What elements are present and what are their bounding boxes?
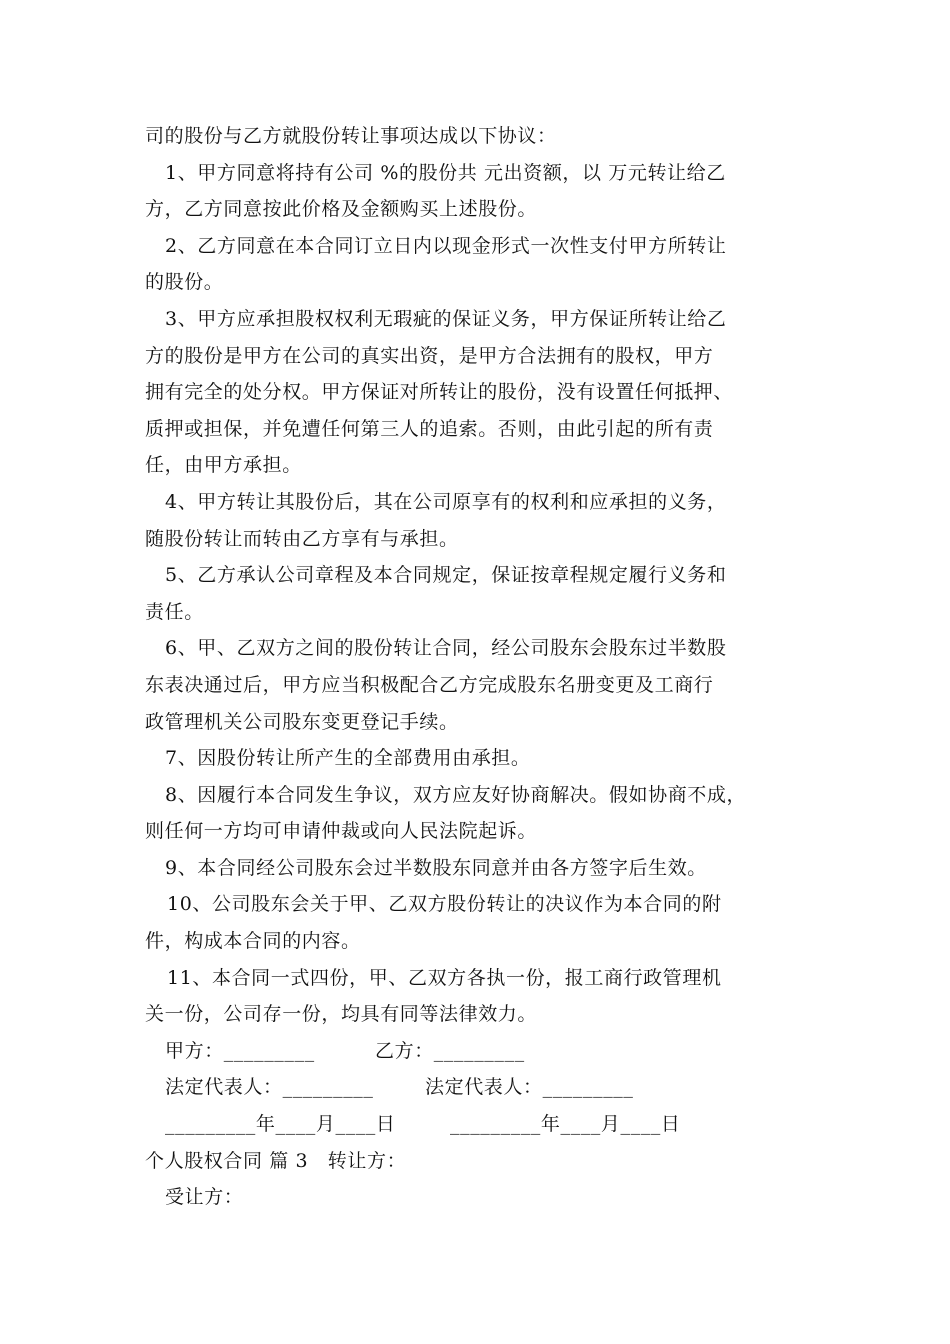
representative-row <box>145 1069 810 1106</box>
clause-6-line: 6、甲、乙双方之间的股份转让合同，经公司股东会股东过半数股 <box>165 637 727 660</box>
clause-4-line: 4、甲方转让其股份后，其在公司原享有的权利和应承担的义务， <box>165 490 727 513</box>
clause-11-line: 11、本合同一式四份，甲、乙双方各执一份，报工商行政管理机 <box>167 966 722 989</box>
clause-3-line: 任，由甲方承担。 <box>145 454 302 477</box>
transferee-label: 受让方： <box>165 1186 244 1209</box>
clause-4-line: 随股份转让而转由乙方享有与承担。 <box>145 527 459 550</box>
clause-11-line: 关一份，公司存一份，均具有同等法律效力。 <box>145 1003 538 1026</box>
clause-8-line: 8、因履行本合同发生争议，双方应友好协商解决。假如协商不成， <box>165 783 747 806</box>
clause-3-line: 拥有完全的处分权。甲方保证对所转让的股份，没有设置任何抵押、 <box>145 381 734 404</box>
date-a: _________年____月____日 <box>165 1113 396 1136</box>
clause-5-line: 5、乙方承认公司章程及本合同规定，保证按章程规定履行义务和 <box>165 564 727 587</box>
clause-2-line: 2、乙方同意在本合同订立日内以现金形式一次性支付甲方所转让 <box>165 234 727 257</box>
date-b: _________年____月____日 <box>450 1113 681 1136</box>
clause-1-line: 1、甲方同意将持有公司 %的股份共 元出资额，以 万元转让给乙 <box>165 161 726 184</box>
clause-6-line: 政管理机关公司股东变更登记手续。 <box>145 710 459 733</box>
clause-3-line: 方的股份是甲方在公司的真实出资，是甲方合法拥有的股权，甲方 <box>145 344 714 367</box>
clause-10-line: 10、公司股东会关于甲、乙双方股份转让的决议作为本合同的附 <box>167 893 722 916</box>
clause-7-line: 7、因股份转让所产生的全部费用由承担。 <box>165 747 531 770</box>
party-signature-row <box>145 1033 810 1070</box>
clause-8-line: 则任何一方均可申请仲裁或向人民法院起诉。 <box>145 820 538 843</box>
clause-9-line: 9、本合同经公司股东会过半数股东同意并由各方签字后生效。 <box>165 856 707 879</box>
clause-10-line: 件，构成本合同的内容。 <box>145 930 361 953</box>
next-section-heading: 个人股权合同 篇 3 转让方： <box>145 1149 407 1172</box>
date-row <box>145 1106 810 1143</box>
clause-3-line: 质押或担保，并免遭任何第三人的追索。否则，由此引起的所有责 <box>145 417 714 440</box>
clause-6-line: 东表决通过后，甲方应当积极配合乙方完成股东名册变更及工商行 <box>145 673 714 696</box>
representative-b-signature: 法定代表人：_________ <box>425 1076 634 1099</box>
representative-a-signature: 法定代表人：_________ <box>165 1076 374 1099</box>
contract-body <box>145 118 810 1216</box>
clause-2-line: 的股份。 <box>145 271 224 294</box>
clause-3-line: 3、甲方应承担股权权利无瑕疵的保证义务，甲方保证所转让给乙 <box>165 307 727 330</box>
clause-1-line: 方，乙方同意按此价格及金额购买上述股份。 <box>145 198 538 221</box>
party-a-signature: 甲方：_________ <box>165 1039 315 1062</box>
clause-5-line: 责任。 <box>145 600 204 623</box>
party-b-signature: 乙方：_________ <box>375 1039 525 1062</box>
paragraph-line: 司的股份与乙方就股份转让事项达成以下协议： <box>145 125 557 147</box>
